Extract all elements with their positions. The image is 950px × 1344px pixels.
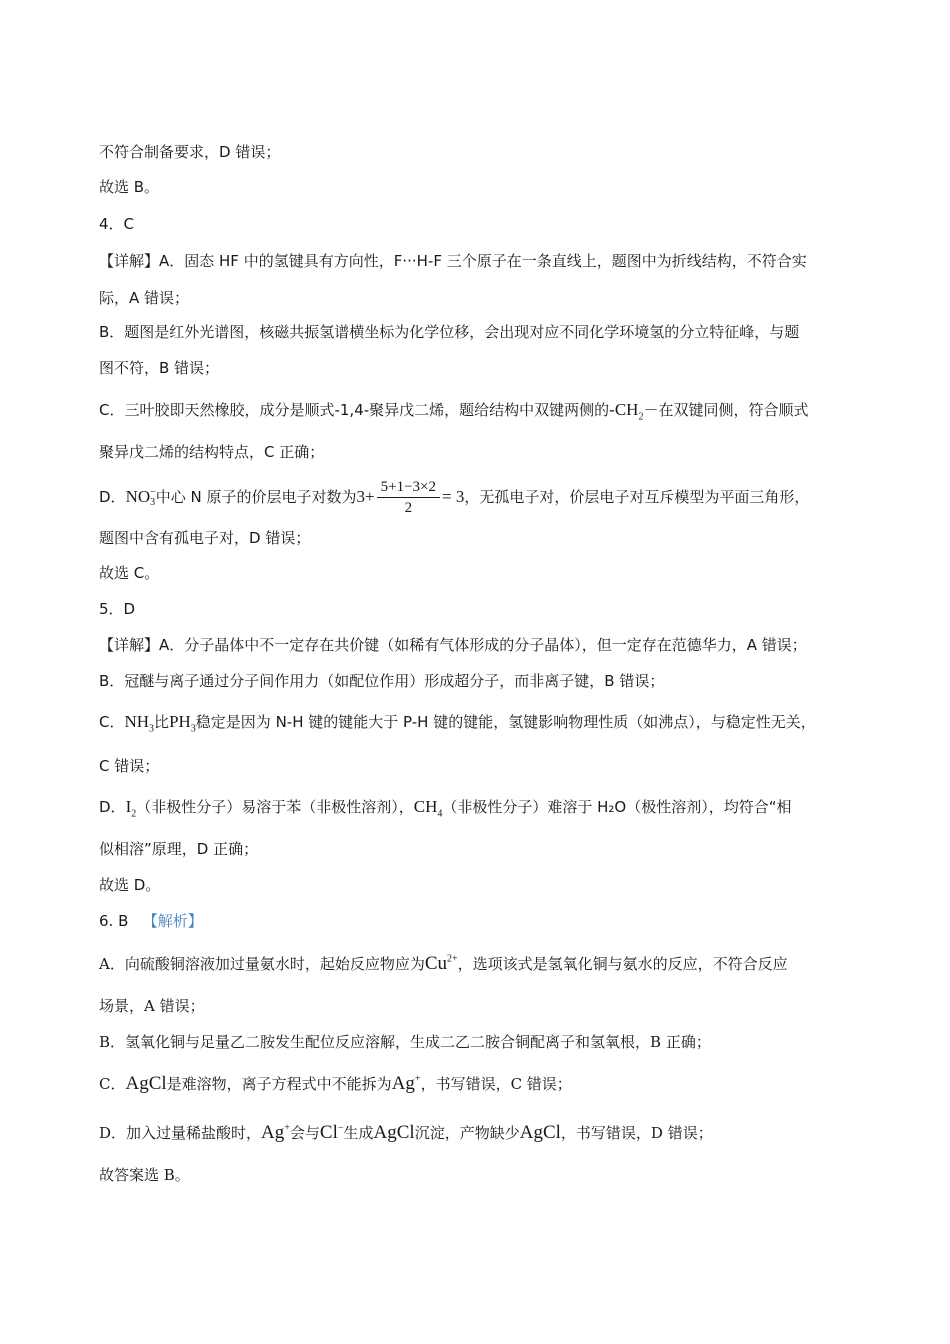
- text-segment: 生成: [343, 1124, 374, 1142]
- formula-agplus: [392, 1073, 421, 1094]
- superscript: +: [414, 1073, 421, 1085]
- text-line: 场景，A 错误；: [99, 997, 205, 1015]
- text-segment: 会与: [289, 1124, 320, 1142]
- analysis-tag: 【解析】: [142, 912, 203, 930]
- formula-text: Ag: [391, 1073, 415, 1094]
- subscript: 2: [131, 808, 137, 820]
- text-line: [99, 711, 890, 733]
- text-segment: （非极性分子）难溶于 H₂O（极性溶剂），均符合“相: [442, 798, 792, 816]
- formula-ch4: [413, 797, 443, 820]
- text-segment: ，选项该式是氢氧化铜与氨水的反应，不符合反应: [457, 955, 788, 973]
- text-line: 图不符，B 错误；: [99, 359, 220, 377]
- text-line: [99, 953, 890, 975]
- text-line: B．冠醚与离子通过分子间作用力（如配位作用）形成超分子，而非离子键，B 错误；: [99, 672, 665, 690]
- text-line: 似相溶”原理，D 正确；: [99, 840, 259, 858]
- math-expr: = 3: [442, 487, 465, 506]
- text-segment: A．向硫酸铜溶液加过量氨水时，起始反应物应为: [99, 955, 425, 973]
- text-segment: ，书写错误，D 错误；: [560, 1124, 713, 1142]
- fraction-denominator: 2: [404, 500, 413, 516]
- text-line: 不符合制备要求，D 错误；: [99, 143, 281, 161]
- text-line: 际，A 错误；: [99, 289, 190, 307]
- superscript: +: [284, 1122, 290, 1134]
- text-segment: 比: [154, 713, 170, 731]
- question-number: 5．D: [99, 600, 136, 618]
- formula-ch2: [609, 400, 644, 423]
- text-segment: 沉淀，产物缺少: [414, 1124, 520, 1142]
- formula-text: Cu: [424, 953, 448, 974]
- formula-no3: [125, 487, 156, 509]
- text-line: B．氢氧化铜与足量乙二胺发生配位反应溶解，生成二乙二胺合铜配离子和氢氧根，B 正确；: [99, 1033, 711, 1051]
- formula-agplus: [261, 1122, 290, 1143]
- subscript: 3: [149, 723, 155, 735]
- text-line: [99, 474, 890, 520]
- text-line: 【详解】A．固态 HF 中的氢键具有方向性，F···H-F 三个原子在一条直线上，题图中为折线结构，不符合实: [99, 252, 807, 270]
- formula-text: NO: [125, 487, 151, 506]
- formula-text: PH: [169, 712, 191, 731]
- formula-i2: [125, 797, 137, 820]
- subscript: 3: [150, 497, 156, 509]
- superscript: −: [337, 1122, 344, 1134]
- text-segment: D．: [99, 488, 126, 506]
- formula-agcl: AgCl: [125, 1073, 167, 1094]
- text-segment: D．加入过量稀盐酸时，: [99, 1124, 262, 1142]
- formula-cu2plus: [425, 953, 458, 974]
- text-line: 故答案选 B。: [99, 1166, 190, 1184]
- text-segment: （非极性分子）易溶于苯（非极性溶剂），: [136, 798, 414, 816]
- fraction: [377, 477, 440, 518]
- formula-text: Cl: [319, 1122, 338, 1143]
- text-line: [99, 399, 890, 421]
- question-number: 4．C: [99, 215, 135, 233]
- text-line: [99, 1073, 890, 1095]
- text-segment: ，书写错误，C 错误；: [420, 1075, 572, 1093]
- text-segment: C．: [99, 1075, 126, 1093]
- formula-clminus: [320, 1122, 344, 1143]
- text-segment: D．: [99, 798, 126, 816]
- formula-text: -CH: [609, 400, 639, 419]
- text-segment: C．三叶胶即天然橡胶，成分是顺式-1,4-聚异戊二烯，题给结构中双键两侧的: [99, 401, 610, 419]
- formula-agcl: AgCl: [373, 1122, 415, 1143]
- text-line: 聚异戊二烯的结构特点，C 正确；: [99, 443, 325, 461]
- formula-text: CH: [413, 797, 438, 816]
- text-line: B．题图是红外光谱图，核磁共振氢谱横坐标为化学位移，会出现对应不同化学环境氢的分立特征峰，与题: [99, 323, 800, 341]
- question-number: [99, 910, 890, 932]
- text-line: C 错误；: [99, 757, 160, 775]
- text-line: 【详解】A．分子晶体中不一定存在共价键（如稀有气体形成的分子晶体），但一定存在范德华力，A 错误；: [99, 636, 807, 654]
- subscript: 3: [190, 723, 196, 735]
- text-segment: 6. B: [99, 912, 129, 930]
- superscript: −: [150, 487, 156, 499]
- formula-text: Ag: [261, 1122, 285, 1143]
- text-segment: 中心 N 原子的价层电子对数为: [155, 488, 357, 506]
- text-line: 故选 B。: [99, 178, 160, 196]
- text-segment: －在双键同侧，符合顺式: [643, 401, 809, 419]
- text-segment: 稳定是因为 N-H 键的键能大于 P-H 键的键能，氢键影响物理性质（如沸点），与稳定性无关，: [195, 713, 816, 731]
- formula-text: NH: [124, 712, 150, 731]
- superscript: 2+: [447, 953, 458, 965]
- text-segment: ，无孤电子对，价层电子对互斥模型为平面三角形，: [464, 488, 810, 506]
- text-line: 题图中含有孤电子对，D 错误；: [99, 529, 311, 547]
- text-segment: C．: [99, 713, 125, 731]
- text-line: [99, 1122, 890, 1144]
- formula-agcl: AgCl: [519, 1122, 561, 1143]
- subscript: 4: [437, 808, 443, 820]
- text-line: 故选 D。: [99, 876, 161, 894]
- subscript: 2: [638, 411, 644, 423]
- formula-nh3: [124, 712, 155, 735]
- text-line: [99, 796, 890, 818]
- formula-ph3: [169, 712, 196, 735]
- formula-text: I: [125, 797, 132, 816]
- fraction-numerator: 5+1−3×2: [377, 477, 440, 498]
- text-line: 故选 C。: [99, 564, 160, 582]
- text-segment: 是难溶物，离子方程式中不能拆为: [166, 1075, 392, 1093]
- math-expr: 3+: [356, 487, 375, 506]
